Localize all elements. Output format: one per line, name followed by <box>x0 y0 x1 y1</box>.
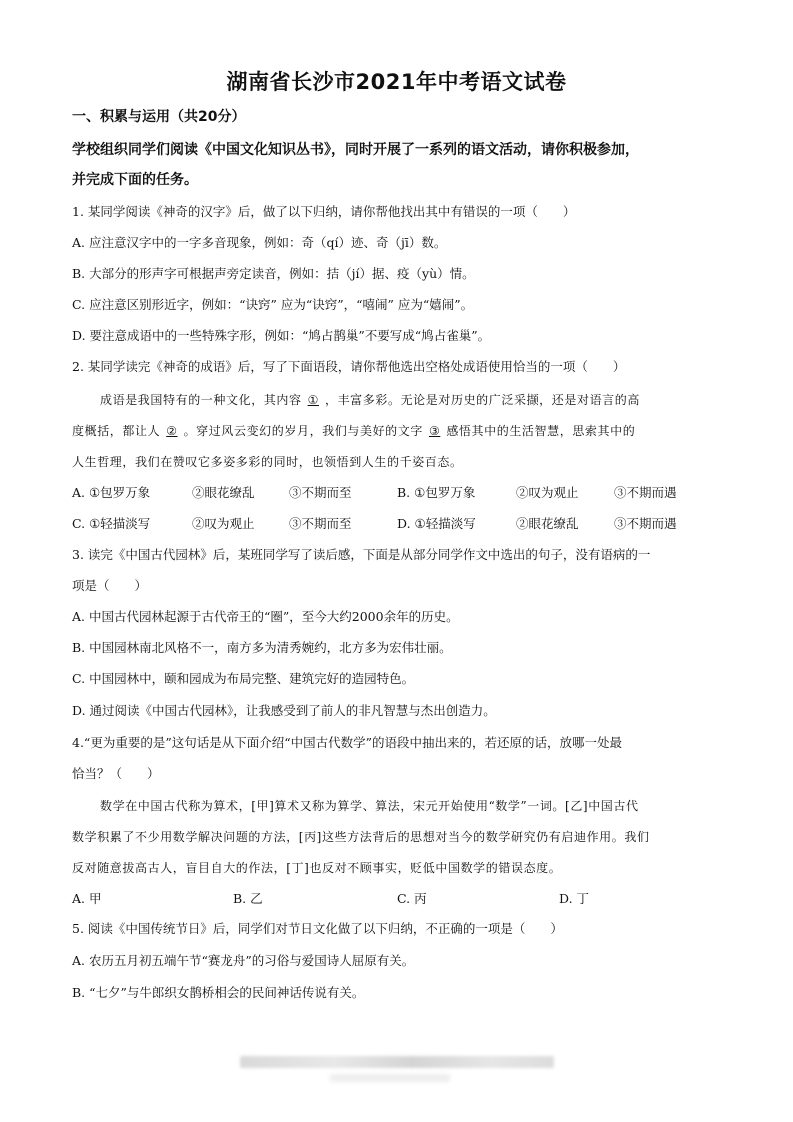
q2-d-3: ③不期而遇 <box>614 516 677 531</box>
q2-a-3: ③不期而至 <box>289 485 352 500</box>
blank-2: ② <box>166 424 178 438</box>
page-title: 湖南省长沙市2021年中考语文试卷 <box>226 70 567 94</box>
q5-stem: 5. 阅读《中国传统节日》后，同学们对节日文化做了以下归纳，不正确的一项是（ ） <box>72 921 563 936</box>
q2-b-3: ③不期而遇 <box>614 485 677 500</box>
q2-a-2: ②眼花缭乱 <box>192 485 255 500</box>
q2-c-2: ②叹为观止 <box>192 516 255 531</box>
blank-3: ③ <box>428 424 441 438</box>
q2-passage-line-2 <box>72 422 732 440</box>
q1-option-b: B. 大部分的形声字可根据声旁定读音，例如：拮（jí）据、疫（yù）情。 <box>72 266 475 281</box>
q2-a-1: A. ①包罗万象 <box>72 485 151 500</box>
intro-line-2: 并完成下面的任务。 <box>72 172 198 188</box>
passage-text: ，丰富多彩。无论是对历史的广泛采撷，还是对语言的高 <box>324 393 640 407</box>
section-heading: 一、积累与运用（共20分） <box>72 109 246 125</box>
q1-stem: 1. 某同学阅读《神奇的汉字》后，做了以下归纳，请你帮他找出其中有错误的一项（ ） <box>72 204 576 219</box>
q4-passage-line-3: 反对随意拔高古人，盲目自大的作法，[丁]也反对不顾事实，贬低中国数学的错误态度。 <box>72 861 562 875</box>
q5-option-b: B. “七夕”与牛郎织女鹊桥相会的民间神话传说有关。 <box>72 985 365 1000</box>
q3-option-a: A. 中国古代园林起源于古代帝王的“圈”，至今大约2000余年的历史。 <box>72 609 459 624</box>
blurred-footer-sub <box>330 1074 450 1082</box>
q4-passage-line-2: 数学积累了不少用数学解决问题的方法，[丙]这些方法背后的思想对当今的数学研究仍有启迪作用。我们 <box>72 830 650 844</box>
q4-stem-1: 4.“更为重要的是”这句话是从下面介绍“中国古代数学”的语段中抽出来的，若还原的话，放哪一处最 <box>72 735 622 750</box>
q2-d-2: ②眼花缭乱 <box>516 516 579 531</box>
q4-stem-2: 恰当？（ ） <box>72 766 160 781</box>
q3-option-b: B. 中国园林南北风格不一，南方多为清秀婉约，北方多为宏伟壮丽。 <box>72 640 452 655</box>
q4-passage-line-1: 数学在中国古代称为算术，[甲]算术又称为算学、算法，宋元开始使用“数学”一词。[乙]中国古代 <box>100 799 639 813</box>
q3-stem-2: 项是（ ） <box>72 578 148 593</box>
blank-1: ① <box>307 393 319 407</box>
q2-c-3: ③不期而至 <box>289 516 352 531</box>
q5-option-a: A. 农历五月初五端午节“赛龙舟”的习俗与爱国诗人屈原有关。 <box>72 953 415 968</box>
q1-option-a: A. 应注意汉字中的一字多音现象，例如：奇（qí）迹、奇（jī）数。 <box>72 235 447 250</box>
q2-passage-line-1 <box>100 391 732 409</box>
q3-option-c: C. 中国园林中，颐和园成为布局完整、建筑完好的造园特色。 <box>72 671 415 686</box>
q4-option-a: A. 甲 <box>72 891 102 906</box>
q2-b-2: ②叹为观止 <box>516 485 579 500</box>
intro-line-1: 学校组织同学们阅读《中国文化知识丛书》，同时开展了一系列的语文活动，请你积极参加， <box>72 142 639 158</box>
q2-b-1: B. ①包罗万象 <box>397 485 476 500</box>
q2-c-1: C. ①轻描淡写 <box>72 516 151 531</box>
q2-stem: 2. 某同学读完《神奇的成语》后，写了下面语段，请你帮他选出空格处成语使用恰当的一项（ ） <box>72 359 626 374</box>
q1-option-d: D. 要注意成语中的一些特殊字形，例如：“鸠占鹊巢”不要写成“鸠占雀巢”。 <box>72 328 491 343</box>
q4-option-d: D. 丁 <box>559 891 590 906</box>
q1-option-c: C. 应注意区别形近字，例如：“诀窍” 应为“诀窍”，“嘻闹” 应为“嬉闹”。 <box>72 297 474 312</box>
q2-passage-line-3: 人生哲理，我们在赞叹它多姿多彩的同时，也领悟到人生的千姿百态。 <box>72 455 463 469</box>
q3-option-d: D. 通过阅读《中国古代园林》，让我感受到了前人的非凡智慧与杰出创造力。 <box>72 703 496 718</box>
blurred-footer <box>240 1056 554 1068</box>
q2-d-1: D. ①轻描淡写 <box>397 516 476 531</box>
passage-text: 度概括，都让人 <box>72 424 161 438</box>
passage-text: 感悟其中的生活智慧，思索其中的 <box>446 424 636 438</box>
passage-text: 。穿过风云变幻的岁月，我们与美好的文字 <box>183 424 423 438</box>
q4-option-c: C. 丙 <box>397 891 427 906</box>
q3-stem-1: 3. 读完《中国古代园林》后，某班同学写了读后感，下面是从部分同学作文中选出的句子，没有语病的一 <box>72 547 651 562</box>
passage-text: 成语是我国特有的一种文化，其内容 <box>100 393 302 407</box>
q4-option-b: B. 乙 <box>233 891 263 906</box>
